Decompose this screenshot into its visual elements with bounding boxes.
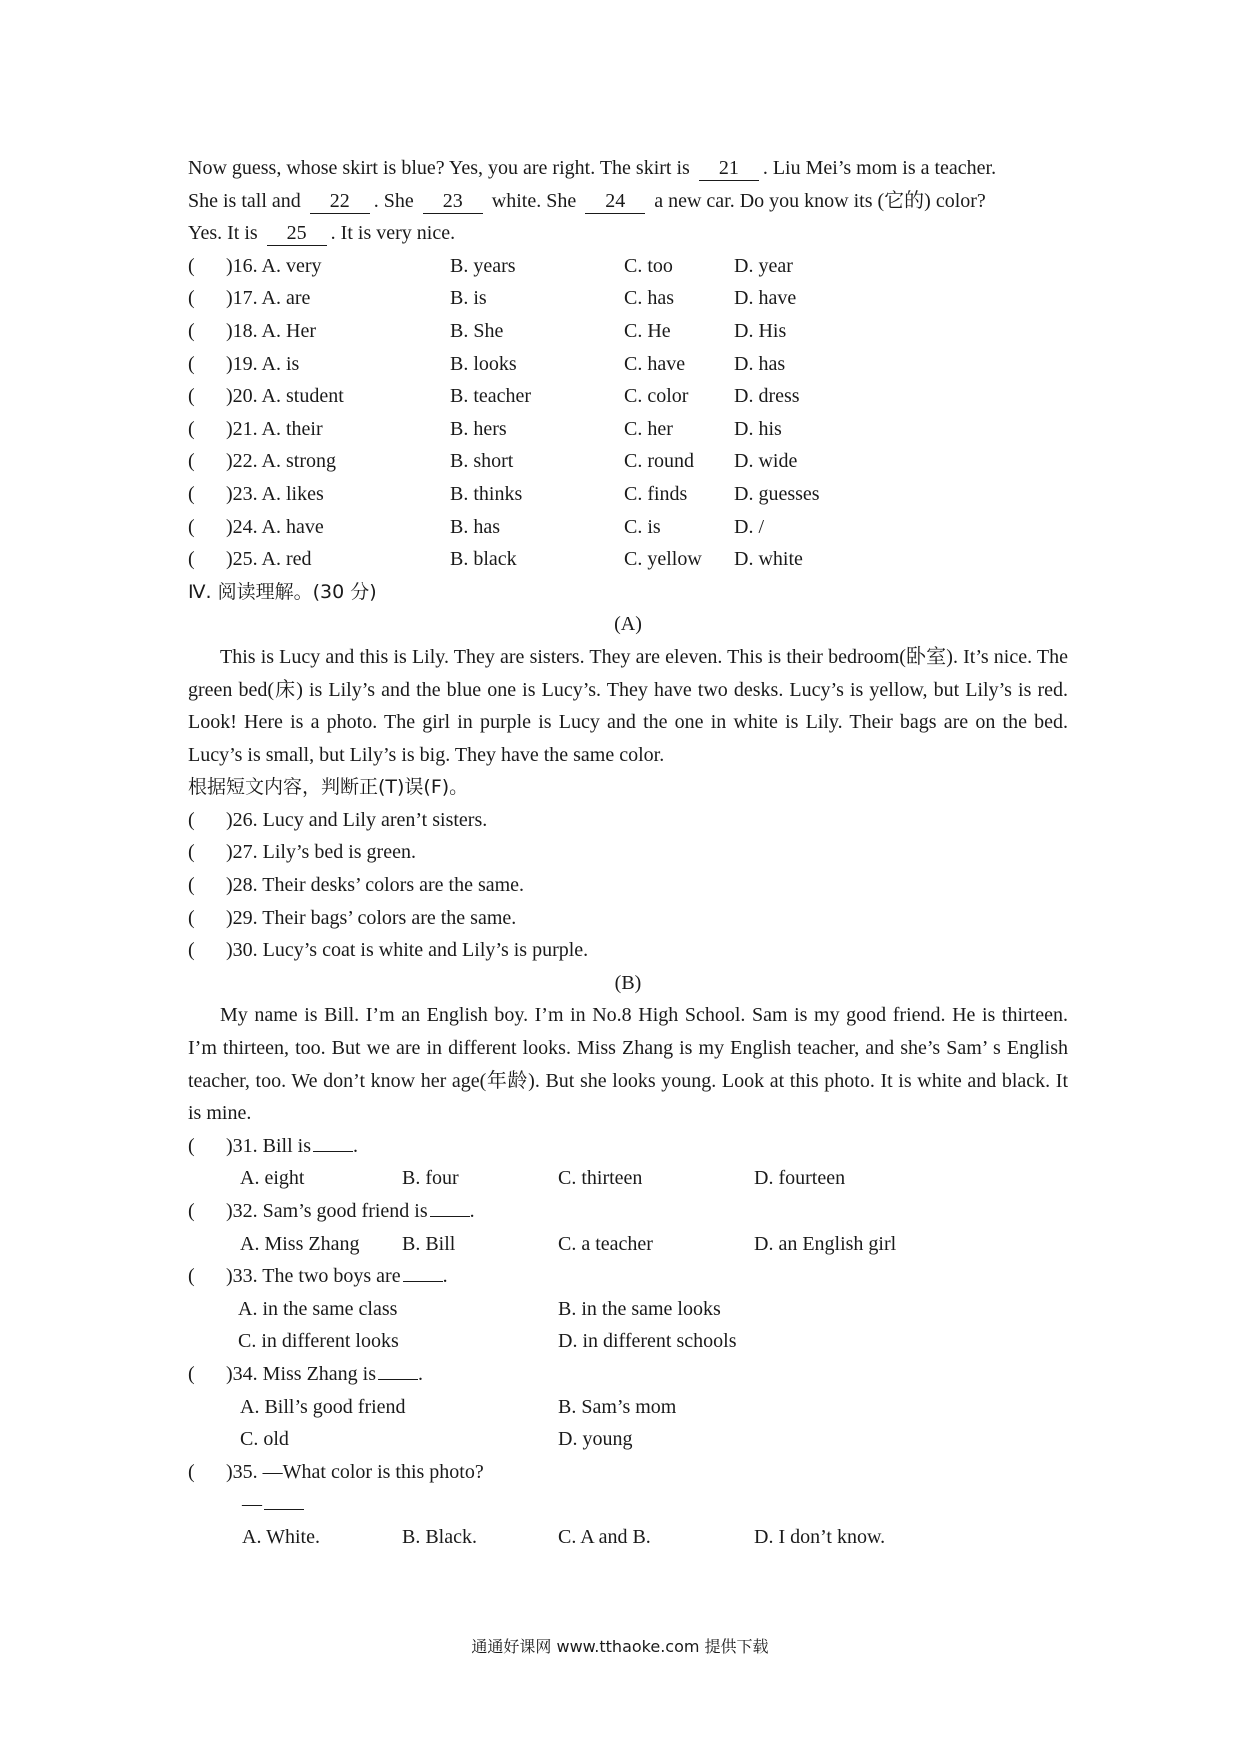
passage-b-text: My name is Bill. I’m an English boy. I’m in No.8 High School. Sam is my good friend. He is thirteen. I’m thirteen, too. But we are in different looks. Miss Zhang is my English teacher, and she’s Sam’ s English teacher, too. We don’t know her age(年龄). But she looks young. Look at this photo. It is white and black. It is mine. (188, 1004, 1068, 1125)
question-29: ( )29. Their bags’ colors are the same. (188, 906, 517, 929)
question-31-options: A. eight B. four C. thirteen D. fourteen (240, 1167, 846, 1190)
question-27: ( )27. Lily’s bed is green. (188, 841, 416, 864)
question-32: ( )32. Sam’s good friend is . (188, 1200, 475, 1222)
page-footer: 通通好课网 www.tthaoke.com 提供下载 (471, 1637, 769, 1656)
passage-a-label: (A) (614, 613, 642, 636)
question-24: ( )24. A. have B. has C. is D. / (188, 515, 764, 538)
passage-a-questions (188, 804, 1068, 967)
blank-21: 21 (699, 156, 759, 181)
question-21: ( )21. A. their B. hers C. her D. his (188, 417, 782, 440)
cloze-line-3: Yes. It is 25 . It is very nice. (188, 222, 456, 245)
question-34-options-row1: A. Bill’s good friend B. Sam’s mom (240, 1395, 677, 1418)
blank-23: 23 (423, 189, 483, 214)
passage-b-label: (B) (614, 971, 642, 994)
question-34: ( )34. Miss Zhang is . (188, 1362, 423, 1385)
question-19: ( )19. A. is B. looks C. have D. has (188, 352, 786, 375)
answer-blank (430, 1198, 470, 1217)
question-33-options-row1: A. in the same class B. in the same looks (238, 1297, 721, 1320)
question-22: ( )22. A. strong B. short C. round D. wide (188, 450, 798, 473)
question-32-options: A. Miss Zhang B. Bill C. a teacher D. an English girl (240, 1232, 897, 1255)
question-35-answer-line: — (188, 1488, 1068, 1521)
question-20: ( )20. A. student B. teacher C. color D. dress (188, 385, 800, 408)
answer-blank (313, 1133, 353, 1152)
blank-24: 24 (585, 189, 645, 214)
question-35: ( )35. —What color is this photo? (188, 1460, 484, 1483)
answer-blank (403, 1263, 443, 1282)
question-17: ( )17. A. are B. is C. has D. have (188, 287, 797, 310)
question-31: ( )31. Bill is . (188, 1134, 359, 1157)
question-34-options-row2: C. old D. young (240, 1428, 633, 1451)
question-16: ( )16. A. very B. years C. too D. year (188, 254, 793, 277)
blank-25: 25 (267, 221, 327, 246)
answer-blank (378, 1361, 418, 1380)
exam-content (188, 152, 1068, 1554)
passage-a-text: This is Lucy and this is Lily. They are sisters. They are eleven. This is their bedroom(卧室). It’s nice. The green bed(床) is Lily’s and the blue one is Lucy’s. They have two desks. Lucy’s is yellow, but Lily’s is red. Look! Here is a photo. The girl in purple is Lucy and the one in white is Lily. Their bags are on the bed. Lucy’s is small, but Lily’s is big. They have the same color. (188, 645, 1068, 766)
blank-22: 22 (310, 189, 370, 214)
cloze-line-2: She is tall and 22 . She 23 white. She 24 a new car. Do you know its (它的) color? (188, 189, 986, 212)
question-26: ( )26. Lucy and Lily aren’t sisters. (188, 808, 488, 831)
cloze-questions (188, 250, 1068, 576)
question-33: ( )33. The two boys are . (188, 1265, 448, 1288)
question-33-options-row2: C. in different looks D. in different schools (238, 1330, 737, 1353)
question-23: ( )23. A. likes B. thinks C. finds D. guesses (188, 482, 820, 505)
question-30: ( )30. Lucy’s coat is white and Lily’s is purple. (188, 939, 589, 962)
answer-blank (264, 1491, 304, 1510)
passage-a-instruction: 根据短文内容，判断正(T)误(F)。 (188, 776, 469, 799)
question-28: ( )28. Their desks’ colors are the same. (188, 874, 525, 897)
question-25: ( )25. A. red B. black C. yellow D. white (188, 548, 803, 571)
question-35-options: A. White. B. Black. C. A and B. D. I don’t know. (242, 1525, 886, 1548)
cloze-line-1: Now guess, whose skirt is blue? Yes, you are right. The skirt is 21 . Liu Mei’s mom is a teacher. (188, 157, 997, 179)
question-18: ( )18. A. Her B. She C. He D. His (188, 319, 787, 342)
section-4-title: Ⅳ. 阅读理解。(30 分) (188, 580, 377, 603)
